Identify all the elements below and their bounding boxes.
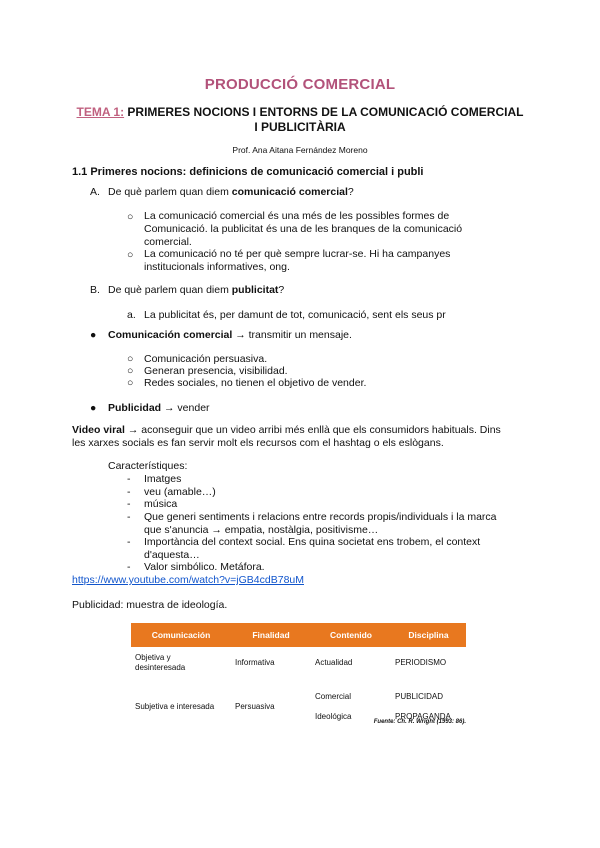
com-item-1: Comunicación persuasiva. xyxy=(144,353,268,365)
bullet-dot-icon: ● xyxy=(90,329,97,341)
item-a-bullet-1 xyxy=(144,210,462,249)
bullet-line: comercial. xyxy=(144,236,192,248)
table-cell-contenido: Actualidad xyxy=(315,658,353,667)
bullet-line: institucionals informatives, ong. xyxy=(144,261,290,273)
youtube-link[interactable]: https://www.youtube.com/watch?v=jGB4cdB78uM xyxy=(72,574,304,586)
bullet-circle-icon: ○ xyxy=(127,377,134,389)
caracteristiques-heading: Característiques: xyxy=(108,460,188,472)
tema-heading xyxy=(60,105,540,135)
table-cell-finalidad: Persuasiva xyxy=(235,702,275,711)
item-b-sub-text: La publicitat és, per damunt de tot, comunicació, sent els seus pr xyxy=(144,309,446,321)
bullet-circle-icon: ○ xyxy=(127,353,134,365)
publicidad-bold: Publicidad xyxy=(108,402,162,414)
com-item-2: Generan presencia, visibilidad. xyxy=(144,365,288,377)
item-a-bullet-2 xyxy=(144,248,450,274)
dash-icon: - xyxy=(127,473,131,485)
table-source: Fuente: Ch. R. Wright (1993: 86). xyxy=(373,719,466,725)
section-heading: 1.1 Primeres nocions: definicions de comunicació comercial i publi xyxy=(72,166,424,178)
item-b-bold: publicitat xyxy=(231,284,279,296)
video-viral-rest: → aconseguir que un video arribi més enllà que els consumidors habituals. Dins xyxy=(124,424,501,436)
table-header-contenido: Contenido xyxy=(311,623,391,647)
dash-icon: - xyxy=(127,511,131,523)
table-row xyxy=(131,679,466,735)
bullet-line: La comunicació comercial és una més de les possibles formes de xyxy=(144,210,450,222)
table-cell-comunicacion xyxy=(131,647,231,679)
table-cell-comunicacion: Subjetiva e interesada xyxy=(135,702,215,711)
bullet-circle-icon: ○ xyxy=(127,365,134,377)
com-item-3: Redes sociales, no tienen el objetivo de vender. xyxy=(144,377,367,389)
video-viral-bold: Video viral xyxy=(72,424,125,436)
tema-title-line2: I PUBLICITÀRIA xyxy=(254,120,346,134)
item-b-question xyxy=(108,284,284,297)
comunicacion-comercial-line xyxy=(108,329,352,342)
item-a-post: ? xyxy=(347,186,354,198)
dash-icon: - xyxy=(127,498,131,510)
dash-icon: - xyxy=(127,561,131,573)
item-b-marker: B. xyxy=(90,284,100,296)
caract-line: que s'anuncia → empatia, nostàlgia, positivisme… xyxy=(144,524,379,536)
item-a-bold: comunicació comercial xyxy=(231,186,348,198)
table-cell-disciplina: PERIODISMO xyxy=(395,658,447,667)
document-title: PRODUCCIÓ COMERCIAL xyxy=(204,76,396,93)
table-header-comunicacion: Comunicación xyxy=(131,623,231,647)
comunicacion-comercial-bold: Comunicación comercial xyxy=(108,329,233,341)
caract-item-4 xyxy=(144,511,497,537)
comunicacion-comercial-rest: → transmitir un mensaje. xyxy=(232,329,352,341)
tema-label: TEMA 1: xyxy=(76,105,125,119)
bullet-circle-icon: ○ xyxy=(127,211,134,223)
caract-item-3: música xyxy=(144,498,178,510)
item-b-pre: De què parlem quan diem xyxy=(108,284,232,296)
table-cell-finalidad: Informativa xyxy=(235,658,275,667)
cell-line: PROPAGANDA xyxy=(395,712,451,721)
bullet-dot-icon: ● xyxy=(90,402,97,414)
cell-line: Comercial xyxy=(315,692,352,701)
dash-icon: - xyxy=(127,536,131,548)
table-row xyxy=(131,647,466,679)
cell-line: Objetiva y xyxy=(135,653,171,662)
publicidad-rest: → vender xyxy=(161,402,210,414)
caract-item-5 xyxy=(144,536,480,562)
table-header-finalidad: Finalidad xyxy=(231,623,311,647)
tema-title-line1: PRIMERES NOCIONS I ENTORNS DE LA COMUNICACIÓ COMERCIAL xyxy=(124,105,524,119)
table-cell-contenido xyxy=(311,679,391,735)
item-a-pre: De què parlem quan diem xyxy=(108,186,232,198)
video-viral-line2: les xarxes socials es fan servir molt els recursos com el hashtag o els eslògans. xyxy=(72,437,444,449)
caract-item-6: Valor simbólico. Metáfora. xyxy=(144,561,265,573)
caract-line: Que generi sentiments i relacions entre records propis/individuals i la marca xyxy=(144,511,497,523)
caract-line: d'aquesta… xyxy=(144,549,200,561)
table-header-disciplina: Disciplina xyxy=(391,623,466,647)
publicidad-line xyxy=(108,402,210,415)
cell-line: desinteresada xyxy=(135,663,186,672)
caract-item-2: veu (amable…) xyxy=(144,486,216,498)
caract-line: Importància del context social. Ens quina societat ens trobem, el context xyxy=(144,536,481,548)
cell-line: Ideológica xyxy=(315,712,352,721)
item-a-question xyxy=(108,186,354,199)
item-b-sub-marker: a. xyxy=(127,309,136,321)
ideologia-line: Publicidad: muestra de ideología. xyxy=(72,599,228,611)
item-a-marker: A. xyxy=(90,186,100,198)
item-b-post: ? xyxy=(278,284,285,296)
bullet-circle-icon: ○ xyxy=(127,249,134,261)
bullet-line: La comunicació no té per què sempre lucrar-se. Hi ha campanyes xyxy=(144,248,451,260)
table-cell-disciplina xyxy=(391,679,466,735)
dash-icon: - xyxy=(127,486,131,498)
bullet-line: Comunicació. la publicitat és una de les branques de la comunicació xyxy=(144,223,463,235)
caract-item-1: Imatges xyxy=(144,473,182,485)
cell-line: PUBLICIDAD xyxy=(395,692,444,701)
video-viral-paragraph xyxy=(72,424,501,450)
professor-name: Prof. Ana Aitana Fernández Moreno xyxy=(232,145,368,155)
